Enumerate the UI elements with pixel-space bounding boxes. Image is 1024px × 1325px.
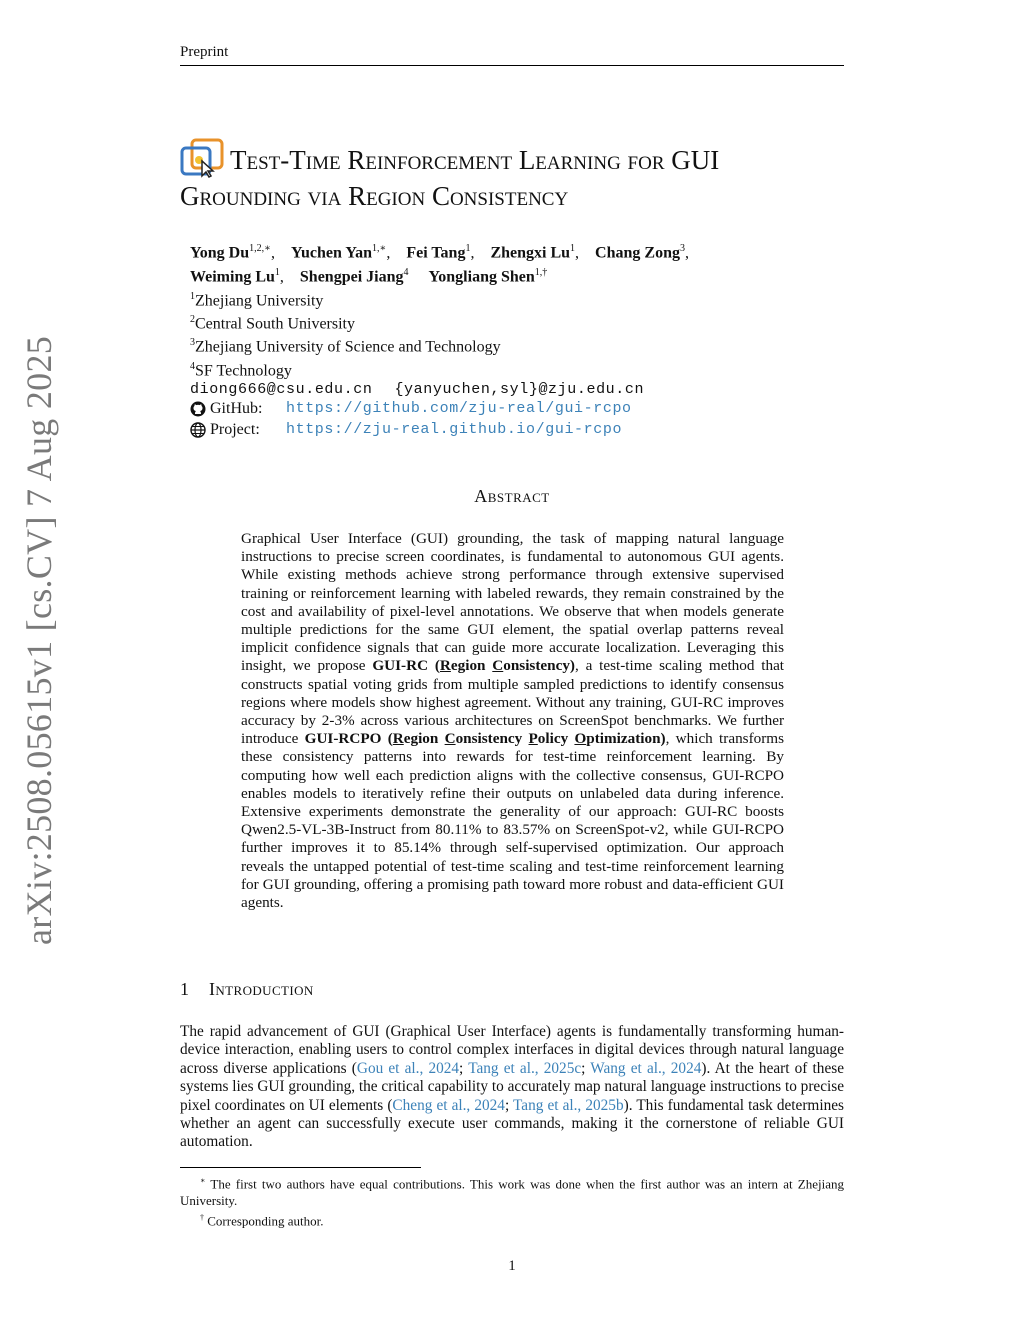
email-1: diong666@csu.edu.cn	[190, 380, 373, 398]
method-name-guircpo: GUI-RCPO	[304, 730, 382, 748]
abstract-body: Graphical User Interface (GUI) grounding, the task of mapping natural language instructions to precise screen coordinates, is fundamental to autonomous GUI agents. While existing methods achieve strong performance through extensive supervised training or reinforcement learning with labeled rewards, they remain constrained by the cost and availability of pixel-level annotations. We observe that when models generate multiple predictions for the same GUI element, the spatial overlap patterns reveal implicit confidence signals that can guide more accurate localization. Leveraging this insight, we propose GUI-RC (Region Consistency), a test-time scaling method that constructs spatial voting grids from multiple sampled predictions to identify consensus regions where models show highest agreement. Without any training, GUI-RC improves accuracy by 2-3% across various architectures on ScreenSpot benchmarks. We further introduce GUI-RCPO (Region Consistency Policy Optimization), which transforms these consistency patterns into rewards for test-time reinforcement learning. By computing how well each prediction aligns with the collective consensus, GUI-RCPO enables models to iteratively refine their outputs on unlabeled data during inference. Extensive experiments demonstrate the generality of our approach: GUI-RC boosts Qwen2.5-VL-3B-Instruct from 80.11% to 83.57% on ScreenSpot-v2, while GUI-RCPO further improves it to 85.14% through self-supervised optimization. Our approach reveals the untapped potential of test-time scaling and test-time reinforcement learning for GUI grounding, offering a promising path toward more robust and data-efficient GUI agents.	[241, 530, 785, 912]
author-name: Fei Tang	[406, 244, 466, 262]
author-name: Weiming Lu	[190, 268, 275, 286]
author-row-2: Weiming Lu$^1$, Shengpei Jiang$^4$ Yongliang Shen$^{1,\dagger}$	[190, 266, 548, 286]
method-name-guirc: GUI-RC	[372, 657, 429, 675]
author-emails	[190, 380, 850, 400]
affiliation: $^2$Central South University	[190, 313, 355, 333]
arxiv-stamp: arXiv:2508.05615v1 [cs.CV] 7 Aug 2025	[19, 335, 59, 945]
header-rule	[180, 65, 844, 66]
cursor-click-logo-icon	[180, 138, 226, 178]
citation-link[interactable]: Tang et al., 2025c	[468, 1059, 582, 1077]
author-row-1: Yong $Du^{1,2,∗}$, Yuchen Yan$^{1,∗}$, Fei Tang$^1$, Zhengxi Lu$^1$, Chang Zong$^3$,	[190, 243, 689, 262]
project-label: Project:	[210, 421, 260, 438]
author-name: Yongliang Shen	[428, 268, 535, 286]
project-row	[190, 419, 632, 440]
author-name: Yong Du	[190, 244, 250, 262]
project-link[interactable]: https://zju-real.github.io/gui-rcpo	[286, 421, 623, 438]
running-header: Preprint	[180, 44, 229, 60]
github-row	[190, 398, 632, 419]
footnotes	[180, 1172, 844, 1230]
affiliation: $^1$Zhejiang University	[190, 290, 324, 309]
page-number: 1	[508, 1258, 516, 1274]
section-number: 1	[180, 979, 189, 999]
affiliation: $^4$SF Technology	[190, 360, 292, 379]
citation-link[interactable]: Tang et al., 2025b	[513, 1096, 624, 1114]
abstract-heading: Abstract	[474, 486, 550, 506]
author-block	[190, 239, 850, 399]
footnote: † Corresponding author.	[200, 1213, 324, 1229]
citation-link[interactable]: Cheng et al., 2024	[392, 1096, 505, 1114]
github-link[interactable]: https://github.com/zju-real/gui-rcpo	[286, 400, 632, 417]
section-heading	[180, 979, 314, 1000]
author-name: Chang Zong	[595, 244, 680, 262]
title-line-2: Grounding via Region Consistency	[180, 181, 569, 211]
section-title: Introduction	[209, 979, 314, 999]
author-name: Yuchen Yan	[290, 244, 373, 262]
citation-link[interactable]: Gou et al., 2024	[356, 1059, 460, 1077]
introduction-paragraph: The rapid advancement of GUI (Graphical User Interface) agents is fundamentally transforming human-device interaction, enabling users to control complex interfaces in digital devices through natural language across diverse applications (Gou et al., 2024; Tang et al., 2025c; Wang et al., 2024). At the heart of these systems lies GUI grounding, the critical capability to accurately map natural language instructions to precise pixel coordinates on UI elements (Cheng et al., 2024; Tang et al., 2025b). This fundamental task determines whether an agent can successfully execute user commands, making it the cornerstone of reliable GUI automation.	[180, 1023, 844, 1151]
resource-links	[190, 398, 632, 440]
github-icon	[190, 401, 206, 417]
footnote: ∗ The first two authors have equal contributions. This work was done when the first author was an intern at Zhejiang University.	[180, 1176, 845, 1209]
author-name: Shengpei Jiang	[299, 268, 404, 286]
title-line-1: Test-Time Reinforcement Learning for GUI	[230, 145, 720, 175]
affiliation: $^3$Zhejiang University of Science and Technology	[190, 337, 501, 356]
github-label: GitHub:	[210, 400, 263, 417]
email-2: {yanyuchen,syl}@zju.edu.cn	[394, 380, 645, 398]
author-name: Zhengxi Lu	[490, 244, 571, 262]
footnote-rule	[180, 1167, 421, 1168]
citation-link[interactable]: Wang et al., 2024	[590, 1059, 702, 1077]
paper-title	[180, 138, 860, 214]
globe-icon	[190, 422, 206, 438]
